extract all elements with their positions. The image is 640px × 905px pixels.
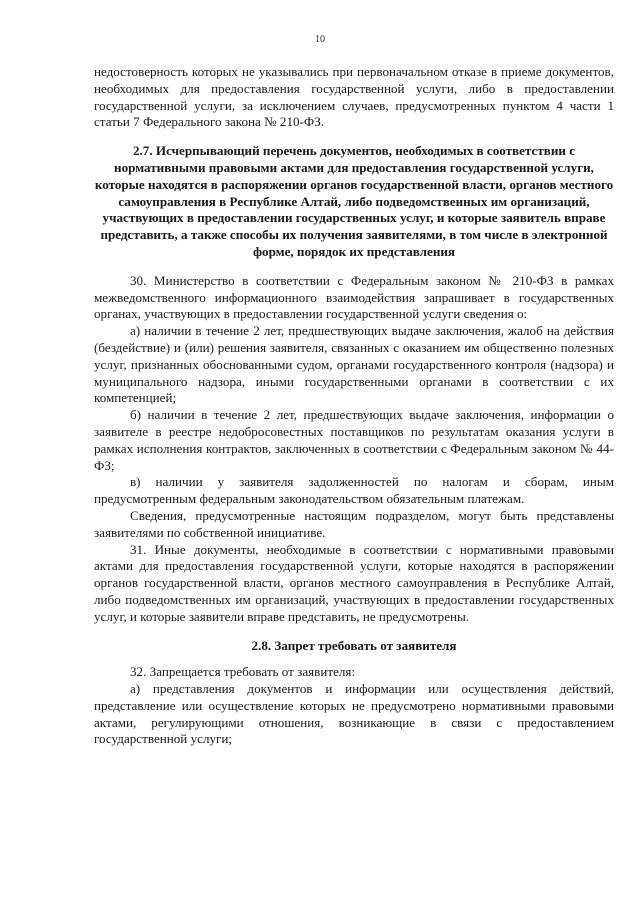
list-item-b: б) наличии в течение 2 лет, предшествующих выдаче заключения, информации о заявителе в реестре недобросовестных поставщиков по результатам оказания услуги в рамках исполнения контрактов, заключенных в соответствии с Федеральным законом № 44-ФЗ; — [94, 407, 614, 473]
section-2-7-heading: 2.7. Исчерпывающий перечень документов, необходимых в соответствии с нормативными правовыми актами для предоставления государственной услуги, которые находятся в распоряжении органов государственной власти, органов местного самоуправления в Республике Алтай, либо подведомственных им организаций, участвующих в предоставлении государственных услуг, и которые заявитель вправе представить, а также способы их получения заявителями, в том числе в электронной форме, порядок их представления — [94, 143, 614, 259]
intro-paragraph: недостоверность которых не указывались при первоначальном отказе в приеме документов, необходимых для предоставления государственной услуги, либо в предоставлении государственной услуги, за исключением случаев, предусмотренных пунктом 4 части 1 статьи 7 Федерального закона № 210-ФЗ. — [94, 64, 614, 130]
list-item-a-2-8: а) представления документов и информации или осуществления действий, представление или осуществление которых не предусмотрено нормативными правовыми актами, регулирующими отношения, возникающие в связи с предоставлением государственной услуги; — [94, 681, 614, 747]
list-item-a: а) наличии в течение 2 лет, предшествующих выдаче заключения, жалоб на действия (бездействие) и (или) решения заявителя, связанных с оказанием им общественно полезных услуг, признанных обоснованными судом, органами государственного контроля (надзора) и муниципального надзора, иными государственными органами в соответствии с их компетенцией; — [94, 323, 614, 406]
paragraph-30: 30. Министерство в соответствии с Федеральным законом № 210-ФЗ в рамках межведомственного информационного взаимодействия запрашивает в государственных органах, участвующих в предоставлении государственной услуги сведения о: — [94, 272, 614, 322]
paragraph-31: 31. Иные документы, необходимые в соответствии с нормативными правовыми актами для предоставления государственной услуги, которые находятся в распоряжении органов государственной власти, органов местного самоуправления в Республике Алтай, либо подведомственных им организаций, участвующих в предоставлении государственных услуг, и которые заявители вправе представить, не предусмотрены. — [94, 541, 614, 624]
list-item-v: в) наличии у заявителя задолженностей по налогам и сборам, иным предусмотренным федеральным законодательством обязательным платежам. — [94, 474, 614, 507]
section-2-8-heading: 2.8. Запрет требовать от заявителя — [251, 637, 457, 653]
document-body — [94, 64, 614, 748]
page-number: 10 — [315, 34, 325, 45]
paragraph-info: Сведения, предусмотренные настоящим подразделом, могут быть представлены заявителями по собственной инициативе. — [94, 507, 614, 540]
paragraph-32: 32. Запрещается требовать от заявителя: — [130, 664, 356, 680]
